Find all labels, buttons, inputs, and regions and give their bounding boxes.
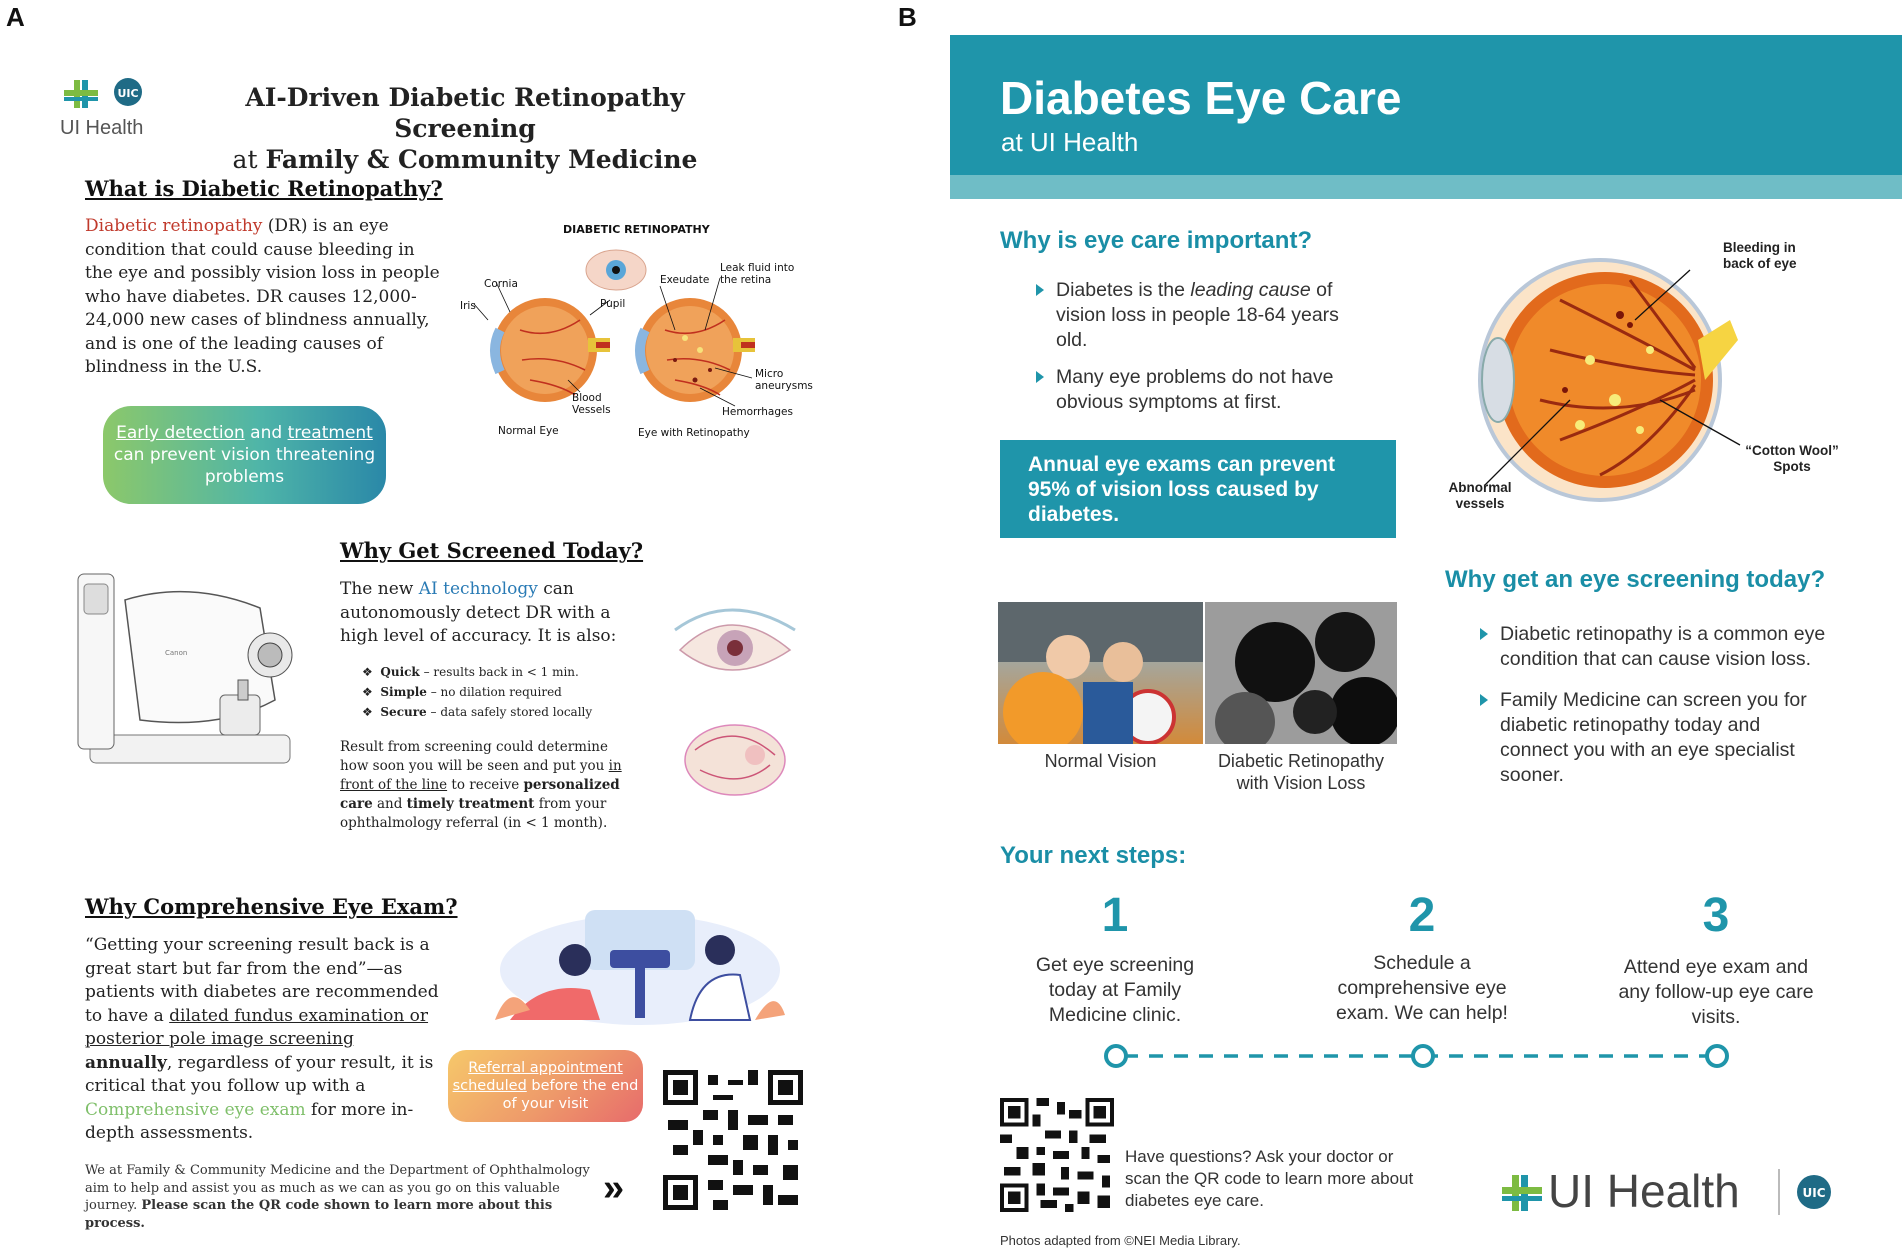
questions-text: Have questions? Ask your doctor or scan the QR code to learn more about diabetes eye care.	[1125, 1147, 1414, 1210]
uihealth-logo-text: UI Health	[60, 117, 144, 139]
page-title-b: Diabetes Eye Care	[1000, 72, 1402, 124]
retinal-camera-illustration	[70, 560, 310, 775]
uihealth-logo	[60, 76, 160, 146]
eye-anatomy-illustration	[1440, 240, 1839, 520]
qr-code-b[interactable]	[1000, 1098, 1114, 1212]
step-number-2: 2	[1408, 889, 1436, 942]
callout-text: Annual eye exams can prevent 95% of vision loss caused by diabetes.	[1028, 453, 1335, 526]
list-item: Diabetes is the leading cause of vision loss in people 18-64 years old.	[1034, 278, 1364, 353]
svg-text:UIC: UIC	[1802, 1186, 1826, 1200]
step-number-3: 3	[1702, 889, 1730, 942]
uic-badge-icon	[1796, 1174, 1832, 1210]
page-title-a: AI-Driven Diabetic Retinopathy Screening at Family & Community Medicine	[232, 83, 698, 174]
label-pupil: Pupil	[600, 298, 626, 310]
photo-credit: Photos adapted from ©NEI Media Library.	[1000, 1233, 1241, 1248]
why-important-list	[1034, 278, 1364, 415]
referral-pill: Referral appointment scheduled before the end of your visit	[448, 1050, 643, 1122]
double-chevron-icon: »	[603, 1167, 625, 1209]
what-is-dr-text: Diabetic retinopathy (DR) is an eye condition that could cause bleeding in the eye and possibly vision loss in people who have diabetes. DR causes 12,000-24,000 new cases of blindness annually, and is one of the leading causes of blindness in the U.S.	[85, 216, 440, 377]
heading-next-steps: Your next steps:	[1000, 842, 1187, 869]
why-screening-list	[1478, 622, 1828, 788]
eye-sketch-icon	[670, 590, 800, 810]
eye-anatomy-icon	[1440, 240, 1780, 520]
label-iris: Iris	[460, 300, 476, 312]
label-normal-eye: Normal Eye	[498, 425, 559, 437]
step-number-1: 1	[1101, 889, 1129, 942]
bullet-diamond-icon: ❖	[362, 665, 381, 679]
panel-letter-a: A	[6, 2, 25, 32]
list-item: ❖ Simple – no dilation required	[362, 685, 562, 699]
label-cotton-wool: “Cotton Wool” Spots	[1745, 443, 1839, 474]
blurred-photo-icon	[1205, 602, 1397, 744]
uihealth-cross-icon	[60, 76, 160, 112]
uihealth-cross-icon	[1500, 1171, 1544, 1215]
qr-code-icon	[663, 1070, 803, 1210]
eye-exam-illustration	[490, 890, 790, 1030]
caption-normal-vision: Normal Vision	[1044, 751, 1157, 771]
photo-normal-vision	[998, 602, 1203, 744]
list-item: ❖ Secure – data safely stored locally	[362, 705, 593, 719]
list-item: Many eye problems do not have obvious symptoms at first.	[1034, 365, 1364, 415]
heading-why-screening-b: Why get an eye screening today?	[1445, 566, 1826, 593]
step-text-2: Schedule a comprehensive eye exam. We can help!	[1336, 952, 1508, 1024]
uihealth-logo-b	[1500, 1163, 1840, 1223]
header-banner	[950, 35, 1902, 175]
early-detection-pill: Early detection and treatment can prevent vision threatening problems	[103, 406, 386, 504]
svg-text:UIC: UIC	[117, 87, 139, 100]
steps-timeline	[1100, 1040, 1740, 1072]
list-item: Family Medicine can screen you for diabetic retinopathy today and connect you with an eye specialist sooner.	[1478, 688, 1828, 788]
header-strip	[950, 175, 1902, 199]
callout-box	[1000, 440, 1396, 538]
heading-what-is-dr: What is Diabetic Retinopathy?	[85, 176, 443, 201]
label-exeudate: Exeudate	[660, 274, 710, 286]
qr-code-a[interactable]	[663, 1070, 803, 1210]
bullet-diamond-icon: ❖	[362, 685, 381, 699]
label-blood-vessels: Blood Vessels	[572, 392, 611, 416]
qr-code-icon	[1000, 1098, 1114, 1212]
svg-text:Canon: Canon	[165, 649, 188, 657]
eye-sketch-illustration	[670, 590, 800, 810]
label-eye-retinopathy: Eye with Retinopathy	[638, 427, 750, 439]
label-bleeding: Bleeding in back of eye	[1723, 240, 1797, 271]
step-text-1: Get eye screening today at Family Medicine clinic.	[1035, 954, 1195, 1026]
list-item: ❖ Quick – results back in < 1 min.	[362, 665, 579, 679]
ai-technology-text: The new AI technology can autonomously detect DR with a high level of accuracy. It is also:	[340, 579, 617, 646]
retinal-camera-icon	[70, 560, 310, 775]
label-abnormal-vessels: Abnormal vessels	[1448, 480, 1512, 511]
benefits-list	[362, 662, 642, 722]
eye-exam-icon	[490, 890, 790, 1030]
label-cornia: Cornia	[484, 278, 518, 290]
list-item: Diabetic retinopathy is a common eye condition that can cause vision loss.	[1478, 622, 1828, 672]
comprehensive-text: “Getting your screening result back is a great start but far from the end”—as patients with diabetes are recommended to have a dilated fundus examination or posterior pole image screening annually, regardless of your result, it is critical that you follow up with a Comprehensive eye exam for more in-depth assessments.	[85, 935, 439, 1143]
panel-letter-b: B	[898, 2, 917, 32]
uihealth-logo-text-b: UI Health	[1548, 1165, 1740, 1217]
page-subtitle-b: at UI Health	[1001, 127, 1139, 157]
diagram-title: DIABETIC RETINOPATHY	[563, 223, 710, 236]
screening-result-text: Result from screening could determine how soon you will be seen and put you in front of the line to receive personalized care and timely treatment from your ophthalmology referral (in < 1 month).	[340, 739, 622, 831]
label-leak-fluid: Leak fluid into the retina	[720, 262, 795, 286]
label-micro-aneurysms: Micro aneurysms	[755, 368, 813, 392]
footer-text-a: We at Family & Community Medicine and the Department of Ophthalmology aim to help and assist you as much as we can as you go on this valuable journey. Please scan the QR code shown to learn more about this process.	[85, 1163, 590, 1231]
children-photo-icon	[998, 602, 1203, 744]
label-hemorrhages: Hemorrhages	[722, 406, 793, 418]
bullet-diamond-icon: ❖	[362, 705, 381, 719]
photo-vision-loss	[1205, 602, 1397, 744]
heading-why-important: Why is eye care important?	[1000, 227, 1313, 254]
heading-comprehensive: Why Comprehensive Eye Exam?	[85, 894, 458, 919]
heading-why-screened: Why Get Screened Today?	[340, 538, 644, 563]
logo-divider	[1778, 1169, 1780, 1215]
step-text-3: Attend eye exam and any follow-up eye care visits.	[1618, 956, 1814, 1028]
retinopathy-diagram	[460, 220, 820, 450]
caption-vision-loss: Diabetic Retinopathy with Vision Loss	[1217, 751, 1385, 793]
